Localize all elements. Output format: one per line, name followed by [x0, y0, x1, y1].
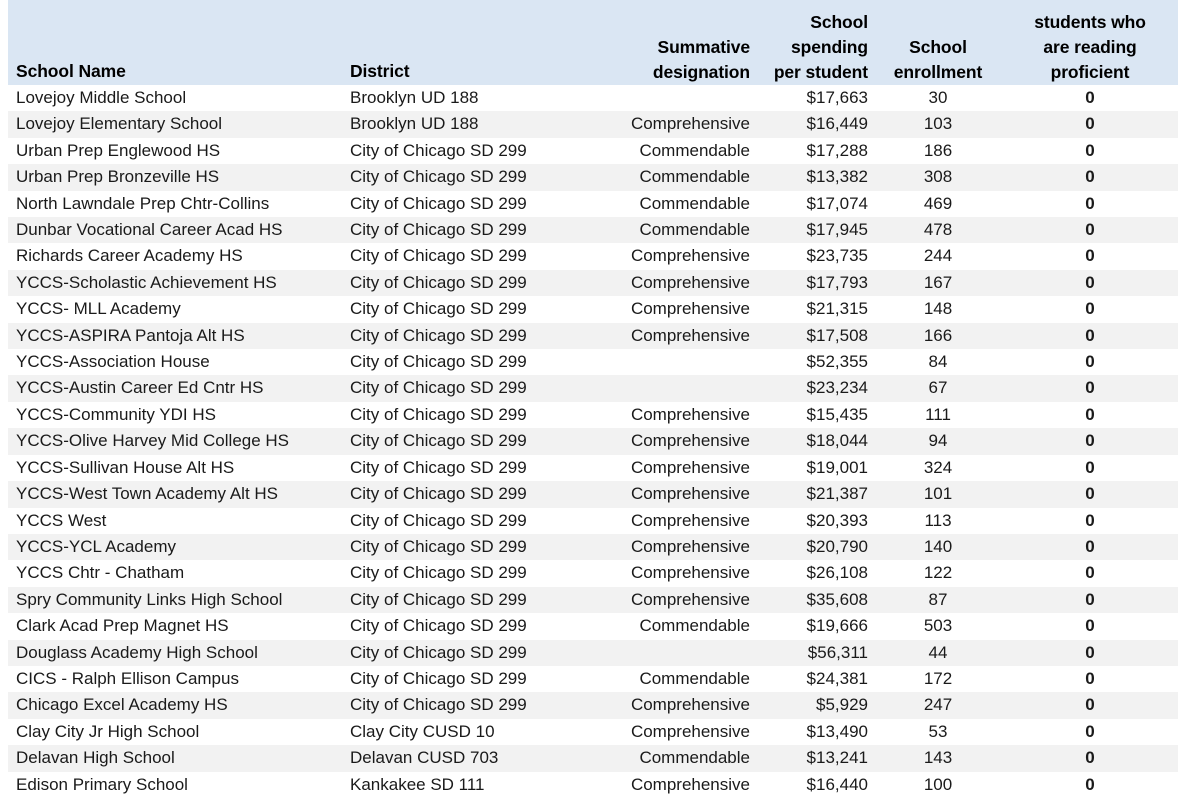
cell-school-name: YCCS-Scholastic Achievement HS: [16, 272, 277, 292]
cell-reading-proficient: 0: [1085, 140, 1095, 160]
cell-summative-designation: Commendable: [639, 220, 750, 240]
cell-reading-proficient: 0: [1085, 378, 1095, 398]
cell-district: Brooklyn UD 188: [350, 88, 479, 107]
table-row[interactable]: [8, 270, 1178, 296]
cell-reading-proficient: 0: [1085, 484, 1095, 504]
table-row[interactable]: [8, 772, 1178, 798]
cell-summative-designation: Commendable: [639, 748, 750, 768]
cell-summative-designation: Comprehensive: [630, 484, 750, 504]
cell-enrollment: 30: [928, 88, 948, 107]
cell-school-name: YCCS-ASPIRA Pantoja Alt HS: [16, 325, 245, 345]
cell-reading-proficient: 0: [1085, 616, 1095, 636]
cell-enrollment: 166: [923, 325, 953, 345]
cell-summative-designation: [576, 349, 752, 375]
cell-summative-designation: Comprehensive: [630, 536, 750, 556]
cell-spending-per-student: $26,108: [806, 563, 868, 583]
cell-summative-designation: Commendable: [639, 616, 750, 636]
cell-spending-per-student: $16,440: [806, 774, 868, 794]
cell-school-name: North Lawndale Prep Chtr-Collins: [16, 193, 270, 213]
cell-spending-per-student: $13,382: [806, 167, 868, 187]
cell-enrollment: 111: [925, 404, 951, 424]
cell-district: City of Chicago SD 299: [350, 193, 527, 213]
table-row[interactable]: [8, 323, 1178, 349]
cell-enrollment: 308: [923, 167, 953, 187]
cell-spending-per-student: $5,929: [816, 695, 868, 715]
table-row[interactable]: [8, 111, 1178, 137]
table-body: [8, 85, 1178, 798]
table-row[interactable]: [8, 481, 1178, 507]
cell-district: City of Chicago SD 299: [350, 404, 527, 424]
cell-district: City of Chicago SD 299: [350, 695, 527, 715]
cell-summative-designation: Comprehensive: [630, 457, 750, 477]
cell-enrollment: 244: [923, 246, 953, 266]
cell-district: City of Chicago SD 299: [350, 220, 527, 240]
cell-district: Clay City CUSD 10: [350, 721, 495, 741]
cell-reading-proficient: 0: [1085, 220, 1095, 240]
cell-enrollment: 167: [923, 272, 953, 292]
cell-school-name: YCCS-Austin Career Ed Cntr HS: [16, 378, 264, 398]
cell-enrollment: 101: [923, 484, 953, 504]
table-row[interactable]: [8, 138, 1178, 164]
cell-reading-proficient: 0: [1085, 774, 1095, 794]
table-row[interactable]: [8, 508, 1178, 534]
header-line: students who: [1034, 12, 1146, 32]
cell-school-name: Delavan High School: [16, 748, 175, 768]
cell-district: City of Chicago SD 299: [350, 299, 527, 319]
cell-enrollment: 67: [928, 378, 948, 398]
cell-spending-per-student: $56,311: [807, 642, 868, 662]
cell-spending-per-student: $23,234: [806, 378, 868, 398]
cell-spending-per-student: $17,945: [806, 220, 868, 240]
cell-district: City of Chicago SD 299: [350, 668, 527, 688]
table-row[interactable]: [8, 243, 1178, 269]
cell-reading-proficient: 0: [1085, 695, 1095, 715]
header-line: School: [810, 12, 868, 32]
cell-reading-proficient: 0: [1085, 431, 1095, 451]
cell-reading-proficient: 0: [1085, 114, 1095, 134]
cell-summative-designation: [576, 375, 752, 401]
cell-spending-per-student: $19,001: [806, 457, 868, 477]
header-line: per student: [773, 62, 868, 82]
cell-enrollment: 113: [924, 510, 952, 530]
cell-summative-designation: [576, 640, 752, 666]
table-row[interactable]: [8, 719, 1178, 745]
cell-summative-designation: Comprehensive: [630, 695, 750, 715]
cell-school-name: Clark Acad Prep Magnet HS: [16, 616, 229, 636]
cell-district: City of Chicago SD 299: [350, 431, 527, 451]
table-row[interactable]: [8, 560, 1178, 586]
cell-reading-proficient: 0: [1085, 88, 1095, 107]
cell-summative-designation: Commendable: [639, 167, 750, 187]
cell-school-name: YCCS-Olive Harvey Mid College HS: [16, 431, 290, 451]
header-line: enrollment: [893, 62, 983, 82]
cell-school-name: YCCS-YCL Academy: [16, 536, 176, 556]
cell-spending-per-student: $21,387: [806, 484, 868, 504]
cell-district: Brooklyn UD 188: [350, 114, 479, 134]
cell-school-name: YCCS-West Town Academy Alt HS: [16, 484, 279, 504]
cell-enrollment: 140: [923, 536, 953, 556]
cell-enrollment: 186: [923, 140, 953, 160]
cell-spending-per-student: $18,044: [806, 431, 868, 451]
cell-summative-designation: Comprehensive: [630, 114, 750, 134]
table-row[interactable]: [8, 534, 1178, 560]
cell-school-name: Edison Primary School: [16, 774, 188, 794]
column-header-school-name[interactable]: [8, 0, 344, 85]
cell-summative-designation: Comprehensive: [630, 510, 750, 530]
cell-school-name: Douglass Academy High School: [16, 642, 258, 662]
column-header-students-who-are-reading-proficient[interactable]: [1002, 0, 1178, 85]
cell-district: City of Chicago SD 299: [350, 140, 527, 160]
table-row[interactable]: [8, 613, 1178, 639]
table-header: [8, 0, 1178, 85]
cell-district: City of Chicago SD 299: [350, 536, 527, 556]
header-line: District: [350, 61, 410, 81]
cell-district: City of Chicago SD 299: [350, 457, 527, 477]
table-row[interactable]: [8, 164, 1178, 190]
cell-district: City of Chicago SD 299: [350, 484, 527, 504]
cell-summative-designation: Comprehensive: [630, 246, 750, 266]
cell-spending-per-student: $23,735: [806, 246, 868, 266]
cell-reading-proficient: 0: [1085, 167, 1095, 187]
table-row[interactable]: [8, 349, 1178, 375]
header-line: School: [909, 37, 967, 57]
cell-reading-proficient: 0: [1085, 642, 1095, 662]
cell-spending-per-student: $15,435: [806, 404, 868, 424]
cell-enrollment: 94: [928, 431, 948, 451]
table-row[interactable]: [8, 587, 1178, 613]
cell-reading-proficient: 0: [1085, 748, 1095, 768]
table-row[interactable]: [8, 217, 1178, 243]
cell-spending-per-student: $52,355: [806, 352, 868, 372]
cell-school-name: Urban Prep Bronzeville HS: [16, 167, 220, 187]
cell-school-name: Lovejoy Middle School: [16, 88, 187, 107]
table-row[interactable]: [8, 455, 1178, 481]
cell-district: Kankakee SD 111: [350, 774, 485, 794]
school-data-table: [8, 0, 1178, 798]
cell-reading-proficient: 0: [1085, 352, 1095, 372]
cell-school-name: YCCS-Association House: [16, 352, 210, 372]
cell-reading-proficient: 0: [1085, 299, 1095, 319]
cell-school-name: Richards Career Academy HS: [16, 246, 243, 266]
cell-enrollment: 503: [923, 616, 953, 636]
cell-district: City of Chicago SD 299: [350, 167, 527, 187]
cell-enrollment: 143: [923, 748, 953, 768]
cell-reading-proficient: 0: [1085, 325, 1095, 345]
cell-summative-designation: Comprehensive: [630, 299, 750, 319]
cell-school-name: YCCS- MLL Academy: [16, 299, 181, 319]
header-row: [8, 0, 1178, 85]
cell-enrollment: 148: [923, 299, 953, 319]
header-line: designation: [652, 62, 750, 82]
cell-spending-per-student: $17,288: [806, 140, 868, 160]
cell-spending-per-student: $17,793: [806, 272, 868, 292]
table-row[interactable]: [8, 375, 1178, 401]
cell-spending-per-student: $17,663: [806, 88, 868, 107]
table-row[interactable]: [8, 402, 1178, 428]
cell-summative-designation: Comprehensive: [630, 431, 750, 451]
table-row[interactable]: [8, 191, 1178, 217]
header-line: School Name: [16, 61, 126, 81]
cell-summative-designation: Comprehensive: [630, 404, 750, 424]
cell-school-name: Spry Community Links High School: [16, 589, 283, 609]
cell-enrollment: 122: [923, 563, 953, 583]
cell-enrollment: 247: [923, 695, 953, 715]
table-row[interactable]: [8, 666, 1178, 692]
cell-enrollment: 324: [923, 457, 953, 477]
cell-enrollment: 44: [928, 642, 948, 662]
cell-school-name: Clay City Jr High School: [16, 721, 200, 741]
cell-district: City of Chicago SD 299: [350, 510, 527, 530]
cell-district: City of Chicago SD 299: [350, 246, 527, 266]
cell-reading-proficient: 0: [1085, 193, 1095, 213]
cell-enrollment: 84: [928, 352, 948, 372]
column-header-school-spending-per-student[interactable]: [752, 0, 874, 85]
table-row[interactable]: [8, 692, 1178, 718]
header-line: are reading: [1043, 37, 1137, 57]
cell-district: Delavan CUSD 703: [350, 748, 499, 768]
cell-district: City of Chicago SD 299: [350, 616, 527, 636]
cell-reading-proficient: 0: [1085, 589, 1095, 609]
cell-reading-proficient: 0: [1085, 457, 1095, 477]
cell-spending-per-student: $19,666: [806, 616, 868, 636]
cell-reading-proficient: 0: [1085, 272, 1095, 292]
cell-spending-per-student: $17,508: [806, 325, 868, 345]
cell-summative-designation: [576, 85, 752, 111]
header-line: proficient: [1050, 62, 1130, 82]
table-row[interactable]: [8, 640, 1178, 666]
cell-enrollment: 478: [923, 220, 953, 240]
table-row[interactable]: [8, 745, 1178, 771]
header-line: Summative: [657, 37, 750, 57]
cell-district: City of Chicago SD 299: [350, 589, 527, 609]
cell-reading-proficient: 0: [1085, 404, 1095, 424]
column-header-summative-designation[interactable]: [576, 0, 752, 85]
cell-summative-designation: Comprehensive: [630, 589, 750, 609]
cell-district: City of Chicago SD 299: [350, 352, 527, 372]
cell-spending-per-student: $13,241: [806, 748, 868, 768]
cell-reading-proficient: 0: [1085, 510, 1095, 530]
column-header-district[interactable]: [344, 0, 576, 85]
cell-reading-proficient: 0: [1085, 668, 1095, 688]
cell-school-name: Chicago Excel Academy HS: [16, 695, 228, 715]
cell-school-name: YCCS-Community YDI HS: [16, 404, 216, 424]
cell-school-name: YCCS Chtr - Chatham: [16, 563, 185, 583]
cell-enrollment: 87: [928, 589, 948, 609]
table-row[interactable]: [8, 428, 1178, 454]
cell-spending-per-student: $16,449: [806, 114, 868, 134]
cell-summative-designation: Commendable: [639, 140, 750, 160]
cell-district: City of Chicago SD 299: [350, 378, 527, 398]
table-row[interactable]: [8, 85, 1178, 111]
cell-spending-per-student: $17,074: [806, 193, 868, 213]
cell-summative-designation: Comprehensive: [630, 774, 750, 794]
cell-summative-designation: Comprehensive: [630, 325, 750, 345]
cell-district: City of Chicago SD 299: [350, 325, 527, 345]
cell-spending-per-student: $35,608: [806, 589, 868, 609]
cell-enrollment: 469: [923, 193, 953, 213]
cell-school-name: CICS - Ralph Ellison Campus: [16, 668, 239, 688]
cell-reading-proficient: 0: [1085, 246, 1095, 266]
cell-district: City of Chicago SD 299: [350, 642, 527, 662]
table-row[interactable]: [8, 296, 1178, 322]
cell-school-name: Dunbar Vocational Career Acad HS: [16, 220, 283, 240]
cell-spending-per-student: $20,393: [806, 510, 868, 530]
header-line: spending: [791, 37, 868, 57]
cell-summative-designation: Commendable: [639, 193, 750, 213]
cell-summative-designation: Comprehensive: [630, 721, 750, 741]
cell-summative-designation: Comprehensive: [630, 563, 750, 583]
cell-enrollment: 103: [923, 114, 953, 134]
cell-district: City of Chicago SD 299: [350, 563, 527, 583]
cell-school-name: Urban Prep Englewood HS: [16, 140, 221, 160]
cell-school-name: YCCS West: [16, 510, 107, 530]
column-header-school-enrollment[interactable]: [874, 0, 1002, 85]
cell-enrollment: 172: [923, 668, 953, 688]
cell-summative-designation: Comprehensive: [630, 272, 750, 292]
cell-spending-per-student: $21,315: [806, 299, 868, 319]
cell-reading-proficient: 0: [1085, 563, 1095, 583]
cell-reading-proficient: 0: [1085, 536, 1095, 556]
cell-district: City of Chicago SD 299: [350, 272, 527, 292]
cell-spending-per-student: $20,790: [806, 536, 868, 556]
cell-enrollment: 100: [923, 774, 953, 794]
cell-school-name: YCCS-Sullivan House Alt HS: [16, 457, 235, 477]
cell-summative-designation: Commendable: [639, 668, 750, 688]
cell-enrollment: 53: [928, 721, 948, 741]
cell-spending-per-student: $24,381: [806, 668, 868, 688]
cell-reading-proficient: 0: [1085, 721, 1095, 741]
cell-school-name: Lovejoy Elementary School: [16, 114, 223, 134]
cell-spending-per-student: $13,490: [806, 721, 868, 741]
